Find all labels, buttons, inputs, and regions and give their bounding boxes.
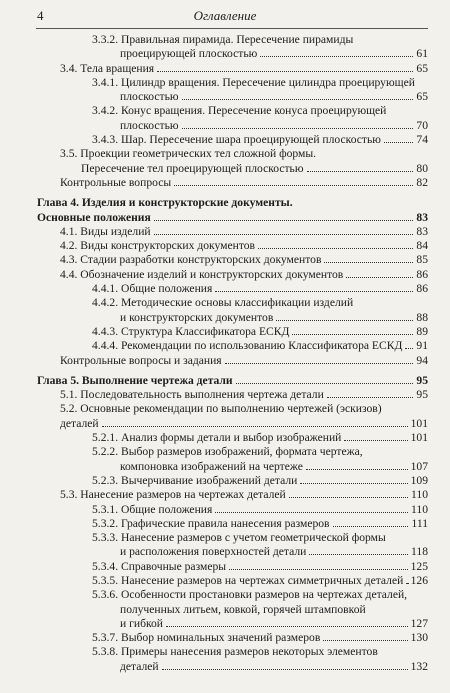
toc-entry-page: 74 — [416, 133, 428, 147]
dot-leader — [300, 483, 407, 484]
toc-entry — [0, 62, 450, 76]
toc-entry — [0, 588, 450, 602]
toc-entry-title: Глава 4. Изделия и конструкторские документы. — [37, 196, 293, 210]
toc-entry-page: 107 — [410, 459, 428, 473]
toc-entry — [0, 162, 450, 176]
toc-entry-title: 4.3. Стадии разработки конструкторских документов — [60, 253, 322, 267]
toc-entry-page: 83 — [416, 210, 428, 224]
toc-entry-title: 3.5. Проекции геометрических тел сложной формы. — [60, 147, 317, 161]
toc-entry-page: 89 — [416, 324, 428, 338]
toc-entry — [0, 47, 450, 61]
dot-leader — [306, 469, 408, 470]
dot-leader — [292, 334, 413, 335]
toc-entry-page: 127 — [410, 616, 428, 630]
dot-leader — [307, 171, 414, 172]
toc-entry — [0, 253, 450, 267]
toc-entry-title: полученных литьем, ковкой, горячей штамповкой — [120, 602, 366, 616]
toc-entry-title: 3.4.1. Цилиндр вращения. Пересечение цилиндра проецирующей — [92, 75, 415, 89]
toc-entry — [0, 119, 450, 133]
toc-entry-page: 65 — [416, 61, 428, 75]
toc-entry-page: 82 — [416, 175, 428, 189]
toc-entry — [0, 374, 450, 388]
toc-entry — [0, 211, 450, 225]
toc-entry — [0, 660, 450, 674]
toc-entry — [0, 388, 450, 402]
toc-entry-title: 3.4.3. Шар. Пересечение шара проецирующей плоскостью — [92, 133, 381, 147]
dot-leader — [324, 262, 413, 263]
toc-entry-title: и расположения поверхностей детали — [120, 545, 307, 559]
dot-leader — [405, 348, 413, 349]
dot-leader — [236, 383, 414, 384]
toc-entry — [0, 176, 450, 190]
toc-entry — [0, 460, 450, 474]
toc-entry-title: 5.1. Последовательность выполнения чертежа детали — [60, 388, 324, 402]
toc-entry-title: 5.2.3. Вычерчивание изображений детали — [92, 473, 298, 487]
toc-entry-title: 4.2. Виды конструкторских документов — [60, 239, 255, 253]
toc-entry-title: 3.4. Тела вращения — [60, 61, 155, 75]
toc-entry-title: 5.3.2. Графические правила нанесения размеров — [92, 516, 330, 530]
toc-entry-page: 80 — [416, 161, 428, 175]
dot-leader — [344, 440, 407, 441]
toc-entry-title: 5.2. Основные рекомендации по выполнению чертежей (эскизов) — [60, 402, 382, 416]
header-rule — [36, 28, 428, 29]
dot-leader — [154, 220, 414, 221]
toc-entry-page: 130 — [410, 631, 428, 645]
toc-entry-title: 4.4.3. Структура Классификатора ЕСКД — [92, 324, 290, 338]
toc-entry — [0, 33, 450, 47]
toc-entry-page: 61 — [416, 47, 428, 61]
dot-leader — [406, 583, 407, 584]
toc-entry-title: Пересечение тел проецирующей плоскостью — [81, 161, 304, 175]
toc-entry-title: и гибкой — [120, 616, 164, 630]
running-title: Оглавление — [193, 8, 257, 23]
toc-entry-title: компоновка изображений на чертеже — [120, 459, 303, 473]
dot-leader — [166, 626, 408, 627]
toc-entry-page: 132 — [410, 659, 428, 673]
toc-entry-page: 85 — [416, 253, 428, 267]
toc-entry-page: 95 — [416, 388, 428, 402]
dot-leader — [309, 554, 408, 555]
toc-entry-title: 5.3.5. Нанесение размеров на чертежах симметричных деталей — [92, 573, 404, 587]
dot-leader — [384, 142, 413, 143]
toc-entry — [0, 431, 450, 445]
toc-entry — [0, 196, 450, 210]
toc-entry — [0, 90, 450, 104]
toc-entry-page: 88 — [416, 310, 428, 324]
toc-entry — [0, 268, 450, 282]
toc-entry — [0, 545, 450, 559]
toc-entry — [0, 445, 450, 459]
toc-entry — [0, 560, 450, 574]
page-header — [0, 8, 450, 26]
toc-entry-title: 4.4.4. Рекомендации по использованию Классификатора ЕСКД — [92, 339, 403, 353]
toc-entry — [0, 488, 450, 502]
toc-entry-page: 65 — [416, 90, 428, 104]
toc-entry-title: Основные положения — [37, 210, 151, 224]
toc-entry-title: 5.2.2. Выбор размеров изображений, формата чертежа, — [92, 445, 363, 459]
dot-leader — [215, 512, 408, 513]
toc-entry-title: 4.1. Виды изделий — [60, 224, 151, 238]
dot-leader — [154, 234, 414, 235]
toc-entry — [0, 474, 450, 488]
toc-entry-title: деталей — [60, 416, 99, 430]
toc-entry-title: 5.3. Нанесение размеров на чертежах деталей — [60, 488, 286, 502]
toc-entry-title: 4.4. Обозначение изделий и конструкторских документов — [60, 267, 344, 281]
toc-entry-page: 110 — [411, 502, 428, 516]
dot-leader — [258, 248, 413, 249]
dot-leader — [225, 363, 414, 364]
toc-entry — [0, 296, 450, 310]
toc-entry-title: плоскостью — [120, 118, 179, 132]
toc-entry-page: 83 — [416, 224, 428, 238]
toc-entry — [0, 225, 450, 239]
toc-entry — [0, 402, 450, 416]
toc-entry-page: 91 — [416, 339, 428, 353]
toc-entry-title: 5.3.3. Нанесение размеров с учетом геометрической формы — [92, 531, 386, 545]
toc-entry-page: 125 — [410, 559, 428, 573]
toc-entry-page: 94 — [416, 353, 428, 367]
toc-entry-title: проецирующей плоскостью — [120, 47, 258, 61]
dot-leader — [289, 497, 408, 498]
toc-entry-title: 4.4.2. Методические основы классификации изделий — [92, 296, 354, 310]
toc-entry — [0, 354, 450, 368]
toc-entry-title: и конструкторских документов — [120, 310, 274, 324]
toc-entry-title: 3.3.2. Правильная пирамида. Пересечение пирамиды — [92, 33, 354, 46]
toc-entry-title: Контрольные вопросы и задания — [60, 353, 222, 367]
toc-entry-page: 126 — [410, 573, 428, 587]
dot-leader — [157, 71, 413, 72]
dot-leader — [229, 569, 408, 570]
dot-leader — [323, 640, 407, 641]
toc-entry-title: деталей — [120, 659, 159, 673]
dot-leader — [102, 426, 408, 427]
toc-entry — [0, 133, 450, 147]
toc-entry — [0, 417, 450, 431]
dot-leader — [260, 56, 413, 57]
toc-entry-page: 111 — [411, 516, 428, 530]
toc-entry — [0, 147, 450, 161]
toc-entry-page: 101 — [410, 431, 428, 445]
toc-entry-title: Контрольные вопросы — [60, 175, 172, 189]
toc-entry-title: 3.4.2. Конус вращения. Пересечение конуса проецирующей — [92, 104, 387, 118]
toc-entry-title: 5.3.1. Общие положения — [92, 502, 213, 516]
toc-entry — [0, 617, 450, 631]
toc-entry — [0, 503, 450, 517]
toc-entry — [0, 311, 450, 325]
toc-entry-page: 110 — [411, 488, 428, 502]
toc-entry-page: 86 — [416, 282, 428, 296]
dot-leader — [182, 99, 414, 100]
dot-leader — [182, 128, 414, 129]
toc-entry-page: 95 — [416, 373, 428, 387]
toc-entry — [0, 645, 450, 659]
toc-entry — [0, 76, 450, 90]
table-of-contents — [0, 33, 450, 674]
toc-entry — [0, 339, 450, 353]
toc-entry — [0, 631, 450, 645]
toc-entry-page: 101 — [410, 416, 428, 430]
toc-entry — [0, 239, 450, 253]
toc-entry — [0, 517, 450, 531]
toc-entry — [0, 574, 450, 588]
dot-leader — [215, 291, 413, 292]
toc-entry — [0, 104, 450, 118]
toc-entry-page: 70 — [416, 118, 428, 132]
toc-entry-title: 5.3.4. Справочные размеры — [92, 559, 227, 573]
dot-leader — [346, 277, 413, 278]
dot-leader — [174, 185, 413, 186]
dot-leader — [327, 397, 414, 398]
dot-leader — [276, 320, 413, 321]
toc-entry-title: 5.3.8. Примеры нанесения размеров некоторых элементов — [92, 645, 378, 659]
dot-leader — [162, 669, 408, 670]
toc-entry-title: 5.3.6. Особенности простановки размеров на чертежах деталей, — [92, 588, 408, 602]
toc-entry-title: 5.2.1. Анализ формы детали и выбор изображений — [92, 431, 342, 445]
toc-entry-title: плоскостью — [120, 90, 179, 104]
toc-entry-title: Глава 5. Выполнение чертежа детали — [37, 373, 233, 387]
toc-entry-page: 118 — [411, 545, 428, 559]
toc-entry-title: 5.3.7. Выбор номинальных значений размеров — [92, 631, 321, 645]
dot-leader — [333, 526, 409, 527]
toc-entry-title: 4.4.1. Общие положения — [92, 282, 213, 296]
toc-entry-page: 84 — [416, 239, 428, 253]
toc-entry-page: 109 — [410, 473, 428, 487]
toc-entry — [0, 603, 450, 617]
toc-entry-page: 86 — [416, 267, 428, 281]
page-number: 4 — [37, 8, 44, 23]
toc-entry — [0, 531, 450, 545]
toc-entry — [0, 325, 450, 339]
toc-entry — [0, 282, 450, 296]
